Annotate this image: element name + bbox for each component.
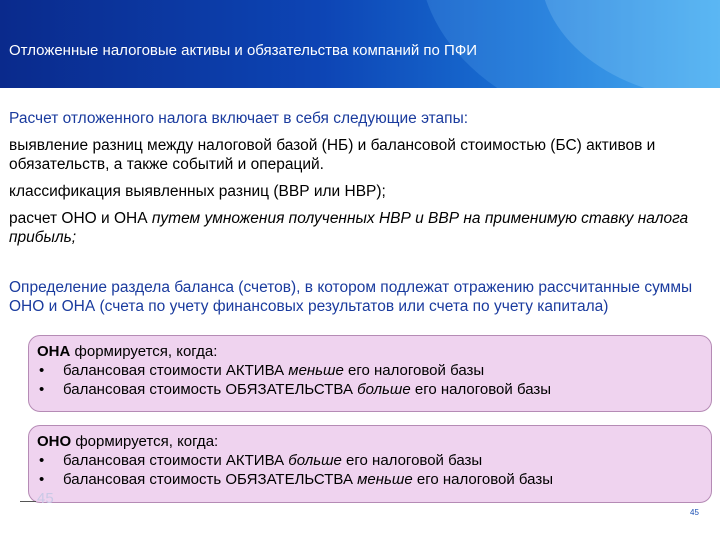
ono-heading-rest: формируется, когда: [71, 433, 219, 450]
ono-liability-emphasis: меньше [357, 471, 413, 488]
ona-liability-tail: его налоговой базы [410, 381, 552, 398]
ono-condition-asset [37, 451, 703, 470]
ono-liability-tail: его налоговой базы [412, 471, 553, 488]
ona-box [28, 335, 712, 412]
slide-body [9, 109, 714, 255]
ono-box [28, 425, 712, 503]
ona-liability-emphasis: больше [357, 381, 411, 398]
bullet-icon: • [39, 452, 45, 469]
bullet-icon: • [39, 362, 45, 379]
ona-asset-tail: его налоговой базы [343, 362, 485, 379]
title-banner [0, 0, 720, 88]
footer-divider [20, 501, 36, 502]
ono-term: ОНО [37, 433, 72, 450]
step-calculate [9, 209, 714, 247]
ona-asset-text: балансовая стоимости АКТИВА [63, 362, 289, 379]
ona-condition-asset [37, 361, 703, 380]
ono-asset-text: балансовая стоимости АКТИВА [63, 452, 289, 469]
ono-asset-tail: его налоговой базы [341, 452, 483, 469]
bullet-icon: • [39, 471, 45, 488]
step-calculate-text: расчет ОНО и ОНА [9, 210, 152, 227]
ono-asset-emphasis: больше [288, 452, 342, 469]
ghost-page-number: 45 [37, 490, 54, 507]
ono-liability-text: балансовая стоимость ОБЯЗАТЕЛЬСТВА [63, 471, 358, 488]
ono-heading [37, 432, 703, 451]
ona-heading [37, 342, 703, 361]
step-balance-section: Определение раздела баланса (счетов), в котором подлежат отражению рассчитанные суммы ОНО и ОНА (счета по учету финансовых результатов или счета по учету капитала) [9, 279, 693, 315]
bullet-icon: • [39, 381, 45, 398]
step-calculate-italic: путем умножения полученных НВР и ВВР на применимую ставку налога прибыль; [9, 210, 689, 246]
ona-condition-liability [37, 380, 703, 399]
step-balance-section-clip [9, 278, 714, 333]
ona-term: ОНА [37, 343, 71, 360]
ona-asset-emphasis: меньше [288, 362, 344, 379]
intro-text: Расчет отложенного налога включает в себя следующие этапы: [9, 110, 469, 127]
step-identify-differences: выявление разниц между налоговой базой (НБ) и балансовой стоимостью (БС) активов и обязательств, а также событий и операций. [9, 137, 656, 173]
ona-liability-text: балансовая стоимость ОБЯЗАТЕЛЬСТВА [63, 381, 358, 398]
slide-title: Отложенные налоговые активы и обязательства компаний по ПФИ [9, 42, 478, 59]
ono-condition-liability [37, 470, 703, 489]
slide-number: 45 [690, 508, 699, 517]
ona-heading-rest: формируется, когда: [70, 343, 218, 360]
step-classify-differences: классификация выявленных разниц (ВВР или НВР); [9, 183, 386, 200]
